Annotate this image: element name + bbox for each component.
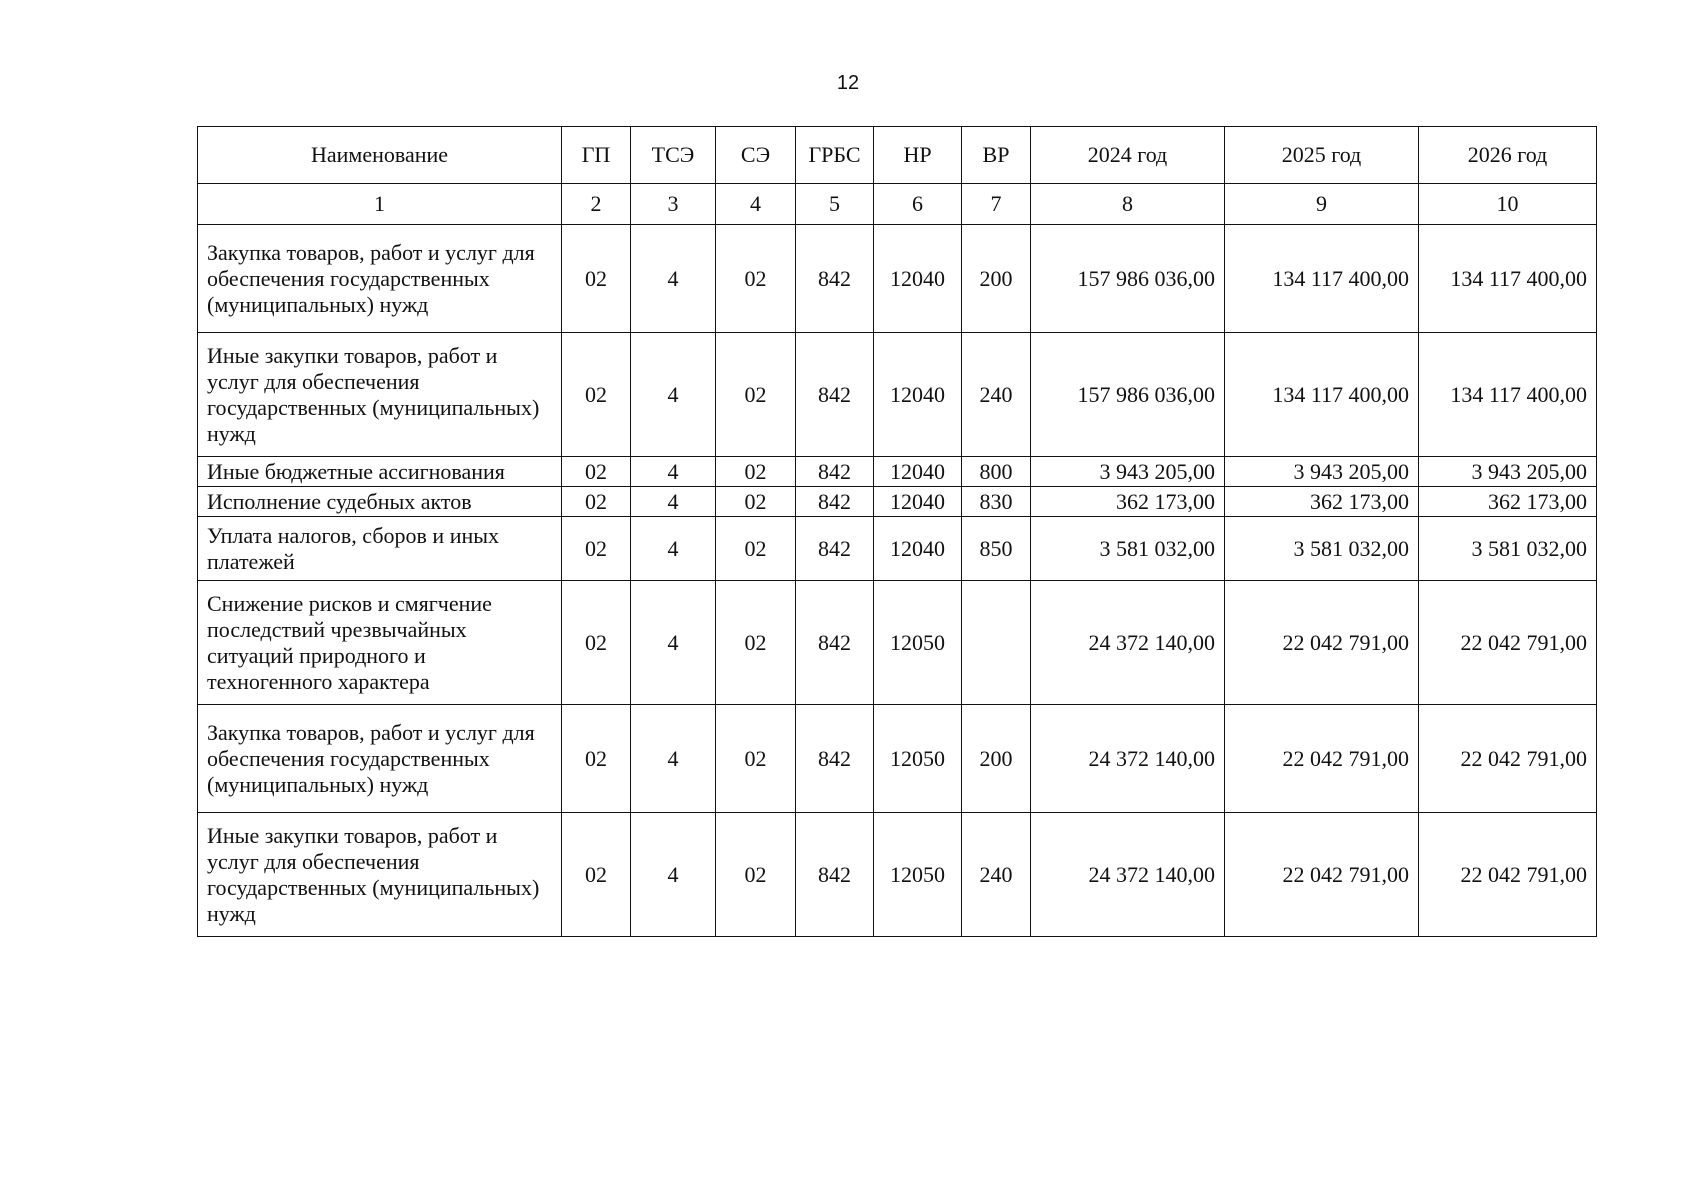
header-row — [198, 127, 1597, 184]
table-row — [198, 705, 1597, 813]
column-number: 1 — [198, 184, 562, 225]
row-amount-2026: 22 042 791,00 — [1419, 705, 1597, 813]
row-amount-2026: 362 173,00 — [1419, 487, 1597, 517]
row-gp: 02 — [562, 813, 631, 937]
row-se: 02 — [716, 813, 796, 937]
row-amount-2025: 134 117 400,00 — [1225, 333, 1419, 457]
row-amount-2026: 22 042 791,00 — [1419, 581, 1597, 705]
row-name: Иные закупки товаров, работ и услуг для обеспечения государственных (муниципальных) нужд — [198, 333, 562, 457]
row-se: 02 — [716, 517, 796, 581]
row-name: Исполнение судебных актов — [198, 487, 562, 517]
row-se: 02 — [716, 457, 796, 487]
table-row — [198, 517, 1597, 581]
row-nr: 12050 — [874, 705, 962, 813]
row-grbs: 842 — [796, 581, 874, 705]
row-amount-2024: 157 986 036,00 — [1031, 225, 1225, 333]
row-vr — [962, 581, 1031, 705]
header-2025: 2025 год — [1225, 127, 1419, 184]
row-gp: 02 — [562, 225, 631, 333]
row-nr: 12050 — [874, 581, 962, 705]
row-gp: 02 — [562, 487, 631, 517]
row-nr: 12050 — [874, 813, 962, 937]
row-amount-2024: 24 372 140,00 — [1031, 581, 1225, 705]
column-number: 7 — [962, 184, 1031, 225]
row-tse: 4 — [631, 457, 716, 487]
column-number: 4 — [716, 184, 796, 225]
row-amount-2025: 362 173,00 — [1225, 487, 1419, 517]
header-gp: ГП — [562, 127, 631, 184]
row-grbs: 842 — [796, 705, 874, 813]
row-tse: 4 — [631, 333, 716, 457]
row-nr: 12040 — [874, 457, 962, 487]
row-amount-2026: 134 117 400,00 — [1419, 225, 1597, 333]
row-amount-2026: 3 581 032,00 — [1419, 517, 1597, 581]
row-grbs: 842 — [796, 457, 874, 487]
column-number: 8 — [1031, 184, 1225, 225]
row-gp: 02 — [562, 457, 631, 487]
header-nr: НР — [874, 127, 962, 184]
row-grbs: 842 — [796, 487, 874, 517]
table-row — [198, 457, 1597, 487]
row-tse: 4 — [631, 487, 716, 517]
row-se: 02 — [716, 705, 796, 813]
row-amount-2024: 24 372 140,00 — [1031, 705, 1225, 813]
row-grbs: 842 — [796, 225, 874, 333]
page-number: 12 — [836, 72, 860, 94]
row-vr: 240 — [962, 333, 1031, 457]
row-tse: 4 — [631, 705, 716, 813]
column-number-row — [198, 184, 1597, 225]
column-number: 6 — [874, 184, 962, 225]
row-amount-2026: 22 042 791,00 — [1419, 813, 1597, 937]
column-number: 9 — [1225, 184, 1419, 225]
row-nr: 12040 — [874, 487, 962, 517]
row-amount-2025: 3 943 205,00 — [1225, 457, 1419, 487]
row-amount-2024: 3 581 032,00 — [1031, 517, 1225, 581]
row-se: 02 — [716, 581, 796, 705]
row-gp: 02 — [562, 333, 631, 457]
row-tse: 4 — [631, 581, 716, 705]
row-gp: 02 — [562, 705, 631, 813]
row-grbs: 842 — [796, 813, 874, 937]
row-vr: 830 — [962, 487, 1031, 517]
row-tse: 4 — [631, 813, 716, 937]
header-2026: 2026 год — [1419, 127, 1597, 184]
row-amount-2025: 134 117 400,00 — [1225, 225, 1419, 333]
column-number: 2 — [562, 184, 631, 225]
row-grbs: 842 — [796, 517, 874, 581]
budget-table — [197, 126, 1597, 937]
row-amount-2025: 22 042 791,00 — [1225, 813, 1419, 937]
row-amount-2025: 22 042 791,00 — [1225, 705, 1419, 813]
table-row — [198, 581, 1597, 705]
column-number: 3 — [631, 184, 716, 225]
header-name: Наименование — [198, 127, 562, 184]
row-nr: 12040 — [874, 517, 962, 581]
row-amount-2025: 3 581 032,00 — [1225, 517, 1419, 581]
row-tse: 4 — [631, 517, 716, 581]
header-tse: ТСЭ — [631, 127, 716, 184]
row-vr: 200 — [962, 225, 1031, 333]
row-amount-2026: 3 943 205,00 — [1419, 457, 1597, 487]
row-vr: 850 — [962, 517, 1031, 581]
row-amount-2024: 157 986 036,00 — [1031, 333, 1225, 457]
row-name: Иные закупки товаров, работ и услуг для обеспечения государственных (муниципальных) нужд — [198, 813, 562, 937]
table-row — [198, 813, 1597, 937]
row-vr: 240 — [962, 813, 1031, 937]
header-grbs: ГРБС — [796, 127, 874, 184]
row-se: 02 — [716, 487, 796, 517]
row-nr: 12040 — [874, 333, 962, 457]
row-gp: 02 — [562, 517, 631, 581]
table-row — [198, 333, 1597, 457]
header-vr: ВР — [962, 127, 1031, 184]
column-number: 5 — [796, 184, 874, 225]
row-name: Закупка товаров, работ и услуг для обеспечения государственных (муниципальных) нужд — [198, 225, 562, 333]
row-amount-2026: 134 117 400,00 — [1419, 333, 1597, 457]
row-name: Закупка товаров, работ и услуг для обеспечения государственных (муниципальных) нужд — [198, 705, 562, 813]
row-gp: 02 — [562, 581, 631, 705]
row-grbs: 842 — [796, 333, 874, 457]
table-row — [198, 225, 1597, 333]
row-name: Снижение рисков и смягчение последствий чрезвычайных ситуаций природного и техногенного характера — [198, 581, 562, 705]
row-se: 02 — [716, 333, 796, 457]
row-amount-2025: 22 042 791,00 — [1225, 581, 1419, 705]
row-tse: 4 — [631, 225, 716, 333]
row-name: Уплата налогов, сборов и иных платежей — [198, 517, 562, 581]
row-name: Иные бюджетные ассигнования — [198, 457, 562, 487]
row-amount-2024: 24 372 140,00 — [1031, 813, 1225, 937]
table-row — [198, 487, 1597, 517]
column-number: 10 — [1419, 184, 1597, 225]
row-se: 02 — [716, 225, 796, 333]
row-nr: 12040 — [874, 225, 962, 333]
header-2024: 2024 год — [1031, 127, 1225, 184]
row-amount-2024: 362 173,00 — [1031, 487, 1225, 517]
row-vr: 200 — [962, 705, 1031, 813]
row-vr: 800 — [962, 457, 1031, 487]
header-se: СЭ — [716, 127, 796, 184]
row-amount-2024: 3 943 205,00 — [1031, 457, 1225, 487]
